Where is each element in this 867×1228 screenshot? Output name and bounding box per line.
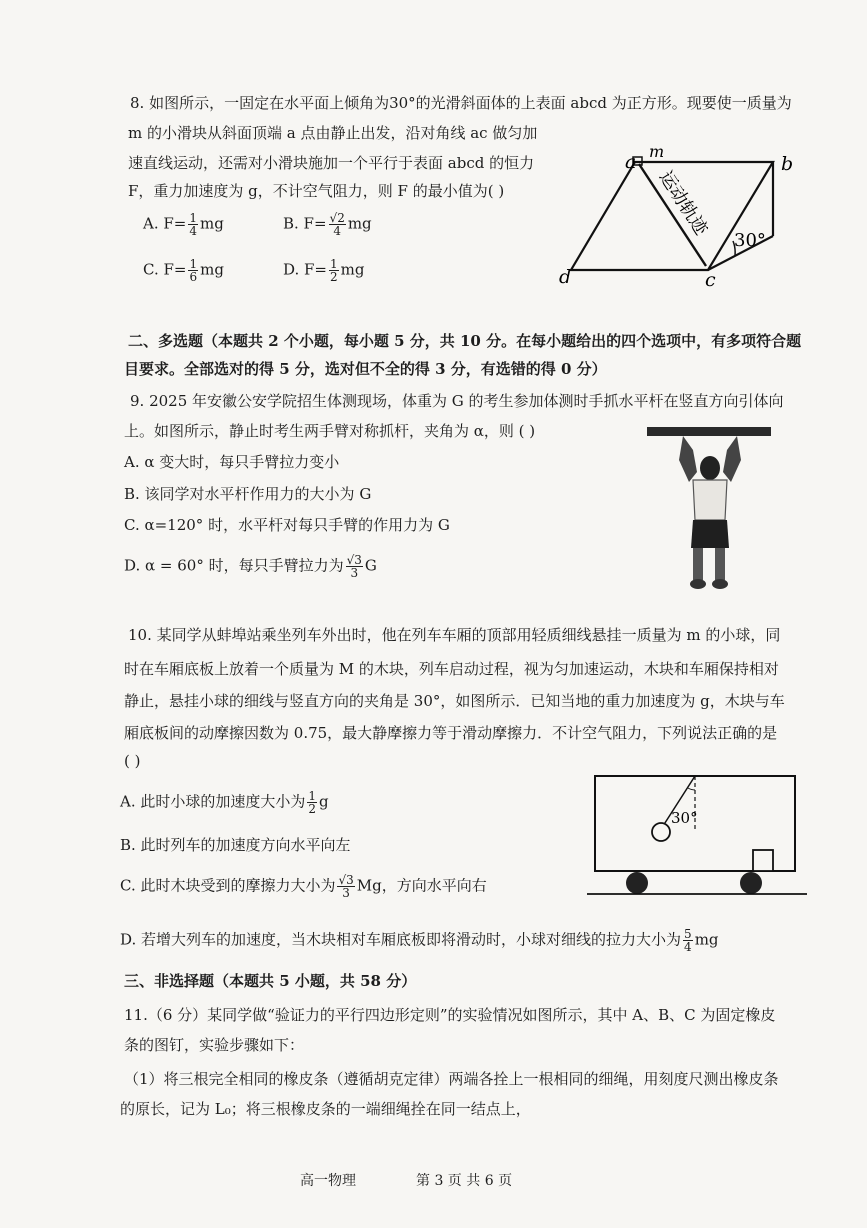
- footer-subject: 高一物理: [300, 1173, 356, 1189]
- angle-label: 30°: [734, 230, 766, 251]
- torso: [693, 480, 727, 520]
- left-leg: [693, 548, 703, 580]
- label-d: d: [559, 266, 572, 288]
- right-shoe: [712, 579, 728, 589]
- right-arm: [723, 436, 741, 482]
- label-c: c: [705, 269, 716, 290]
- q10-option-a: A. 此时小球的加速度大小为 $\frac{1}{2}$ g: [120, 789, 329, 816]
- label-b: b: [781, 153, 794, 175]
- section2-heading-line2: 目要求。全部选对的得 5 分，选对但不全的得 3 分，有选错的得 0 分）: [124, 360, 607, 378]
- left-wheel: [626, 872, 648, 894]
- q10-line2: 时在车厢底板上放着一个质量为 M 的木块，列车启动过程，视为匀加速运动，木块和车厢保持相对: [124, 660, 779, 678]
- q9-option-b: B. 该同学对水平杆作用力的大小为 G: [124, 485, 372, 503]
- q10-carriage-figure: [585, 772, 810, 897]
- q8-incline-figure: [555, 140, 805, 290]
- label-a: a: [625, 151, 637, 173]
- q8-line1: 8. 如图所示，一固定在水平面上倾角为30°的光滑斜面体的上表面 abcd 为正方形。现要使一质量为: [130, 94, 792, 112]
- wooden-block: [753, 850, 773, 871]
- q11-line4: 的原长，记为 L₀；将三根橡皮条的一端细绳拴在同一结点上，: [120, 1100, 531, 1118]
- section3-heading: 三、非选择题（本题共 5 小题，共 58 分）: [124, 972, 417, 990]
- q8-line3: 速直线运动，还需对小滑块施加一个平行于表面 abcd 的恒力: [128, 154, 535, 172]
- head: [700, 456, 720, 480]
- q9-pullup-figure: [645, 420, 775, 595]
- right-wheel: [740, 872, 762, 894]
- q10-line3: 静止，悬挂小球的细线与竖直方向的夹角是 30°，如图所示．已知当地的重力加速度为 g，木块与车: [124, 692, 785, 710]
- q10-line5: ( ): [124, 752, 141, 770]
- q10-option-d: D. 若增大列车的加速度，当木块相对车厢底板即将滑动时，小球对细线的拉力大小为 $\frac{5}{4}$ mg: [120, 927, 719, 954]
- q9-option-d: D. α = 60° 时，每只手臂拉力为 $\frac{√3}{3}$ G: [124, 553, 377, 580]
- q9-line1: 9. 2025 年安徽公安学院招生体测现场，体重为 G 的考生参加体测时手抓水平杆在竖直方向引体向: [130, 392, 784, 410]
- q9-option-a: A. α 变大时，每只手臂拉力变小: [124, 453, 340, 471]
- q8-option-d: D. F= $\frac{1}{2}$ mg: [283, 257, 365, 284]
- string-angle-label: 30°: [671, 809, 698, 827]
- horizontal-bar: [647, 427, 771, 436]
- q11-line3: （1）将三根完全相同的橡皮条（遵循胡克定律）两端各拴上一根相同的细绳，用刻度尺测出橡皮条: [124, 1070, 779, 1088]
- section2-heading-line1: 二、多选题（本题共 2 个小题，每小题 5 分，共 10 分。在每小题给出的四个选项中，有多项符合题: [128, 332, 802, 350]
- q8-line4: F，重力加速度为 g，不计空气阻力，则 F 的最小值为( ): [128, 182, 505, 200]
- q9-option-c: C. α=120° 时，水平杆对每只手臂的作用力为 G: [124, 516, 450, 534]
- q8-option-a: A. F= $\frac{1}{4}$ mg: [143, 211, 224, 238]
- q8-option-b: B. F= $\frac{√2}{4}$ mg: [283, 211, 372, 238]
- string-angle-arc: [688, 788, 695, 790]
- q9-line2: 上。如图所示，静止时考生两手臂对称抓杆，夹角为 α，则 ( ): [124, 422, 536, 440]
- q10-line4: 厢底板间的动摩擦因数为 0.75，最大静摩擦力等于滑动摩擦力．不计空气阻力，下列说法正确的是: [124, 724, 778, 742]
- hanging-ball: [652, 823, 670, 841]
- track-label: 运动轨迹: [654, 167, 712, 240]
- q8-option-c: C. F= $\frac{1}{6}$ mg: [143, 257, 224, 284]
- q10-option-c: C. 此时木块受到的摩擦力大小为 $\frac{√3}{3}$ Mg，方向水平向右: [120, 873, 487, 900]
- right-leg: [715, 548, 725, 580]
- footer-page-number: 第 3 页 共 6 页: [416, 1173, 513, 1189]
- shorts: [691, 520, 729, 548]
- q8-line2: m 的小滑块从斜面顶端 a 点由静止出发，沿对角线 ac 做匀加: [128, 124, 538, 142]
- left-arm: [679, 436, 697, 482]
- q11-line2: 条的图钉，实验步骤如下：: [124, 1036, 305, 1054]
- q10-option-b: B. 此时列车的加速度方向水平向左: [120, 836, 351, 854]
- q10-line1: 10. 某同学从蚌埠站乘坐列车外出时，他在列车车厢的顶部用轻质细线悬挂一质量为 m 的小球，同: [128, 626, 781, 644]
- left-shoe: [690, 579, 706, 589]
- q11-line1: 11.（6 分）某同学做“验证力的平行四边形定则”的实验情况如图所示，其中 A、B、C 为固定橡皮: [124, 1006, 776, 1024]
- label-m: m: [649, 142, 665, 161]
